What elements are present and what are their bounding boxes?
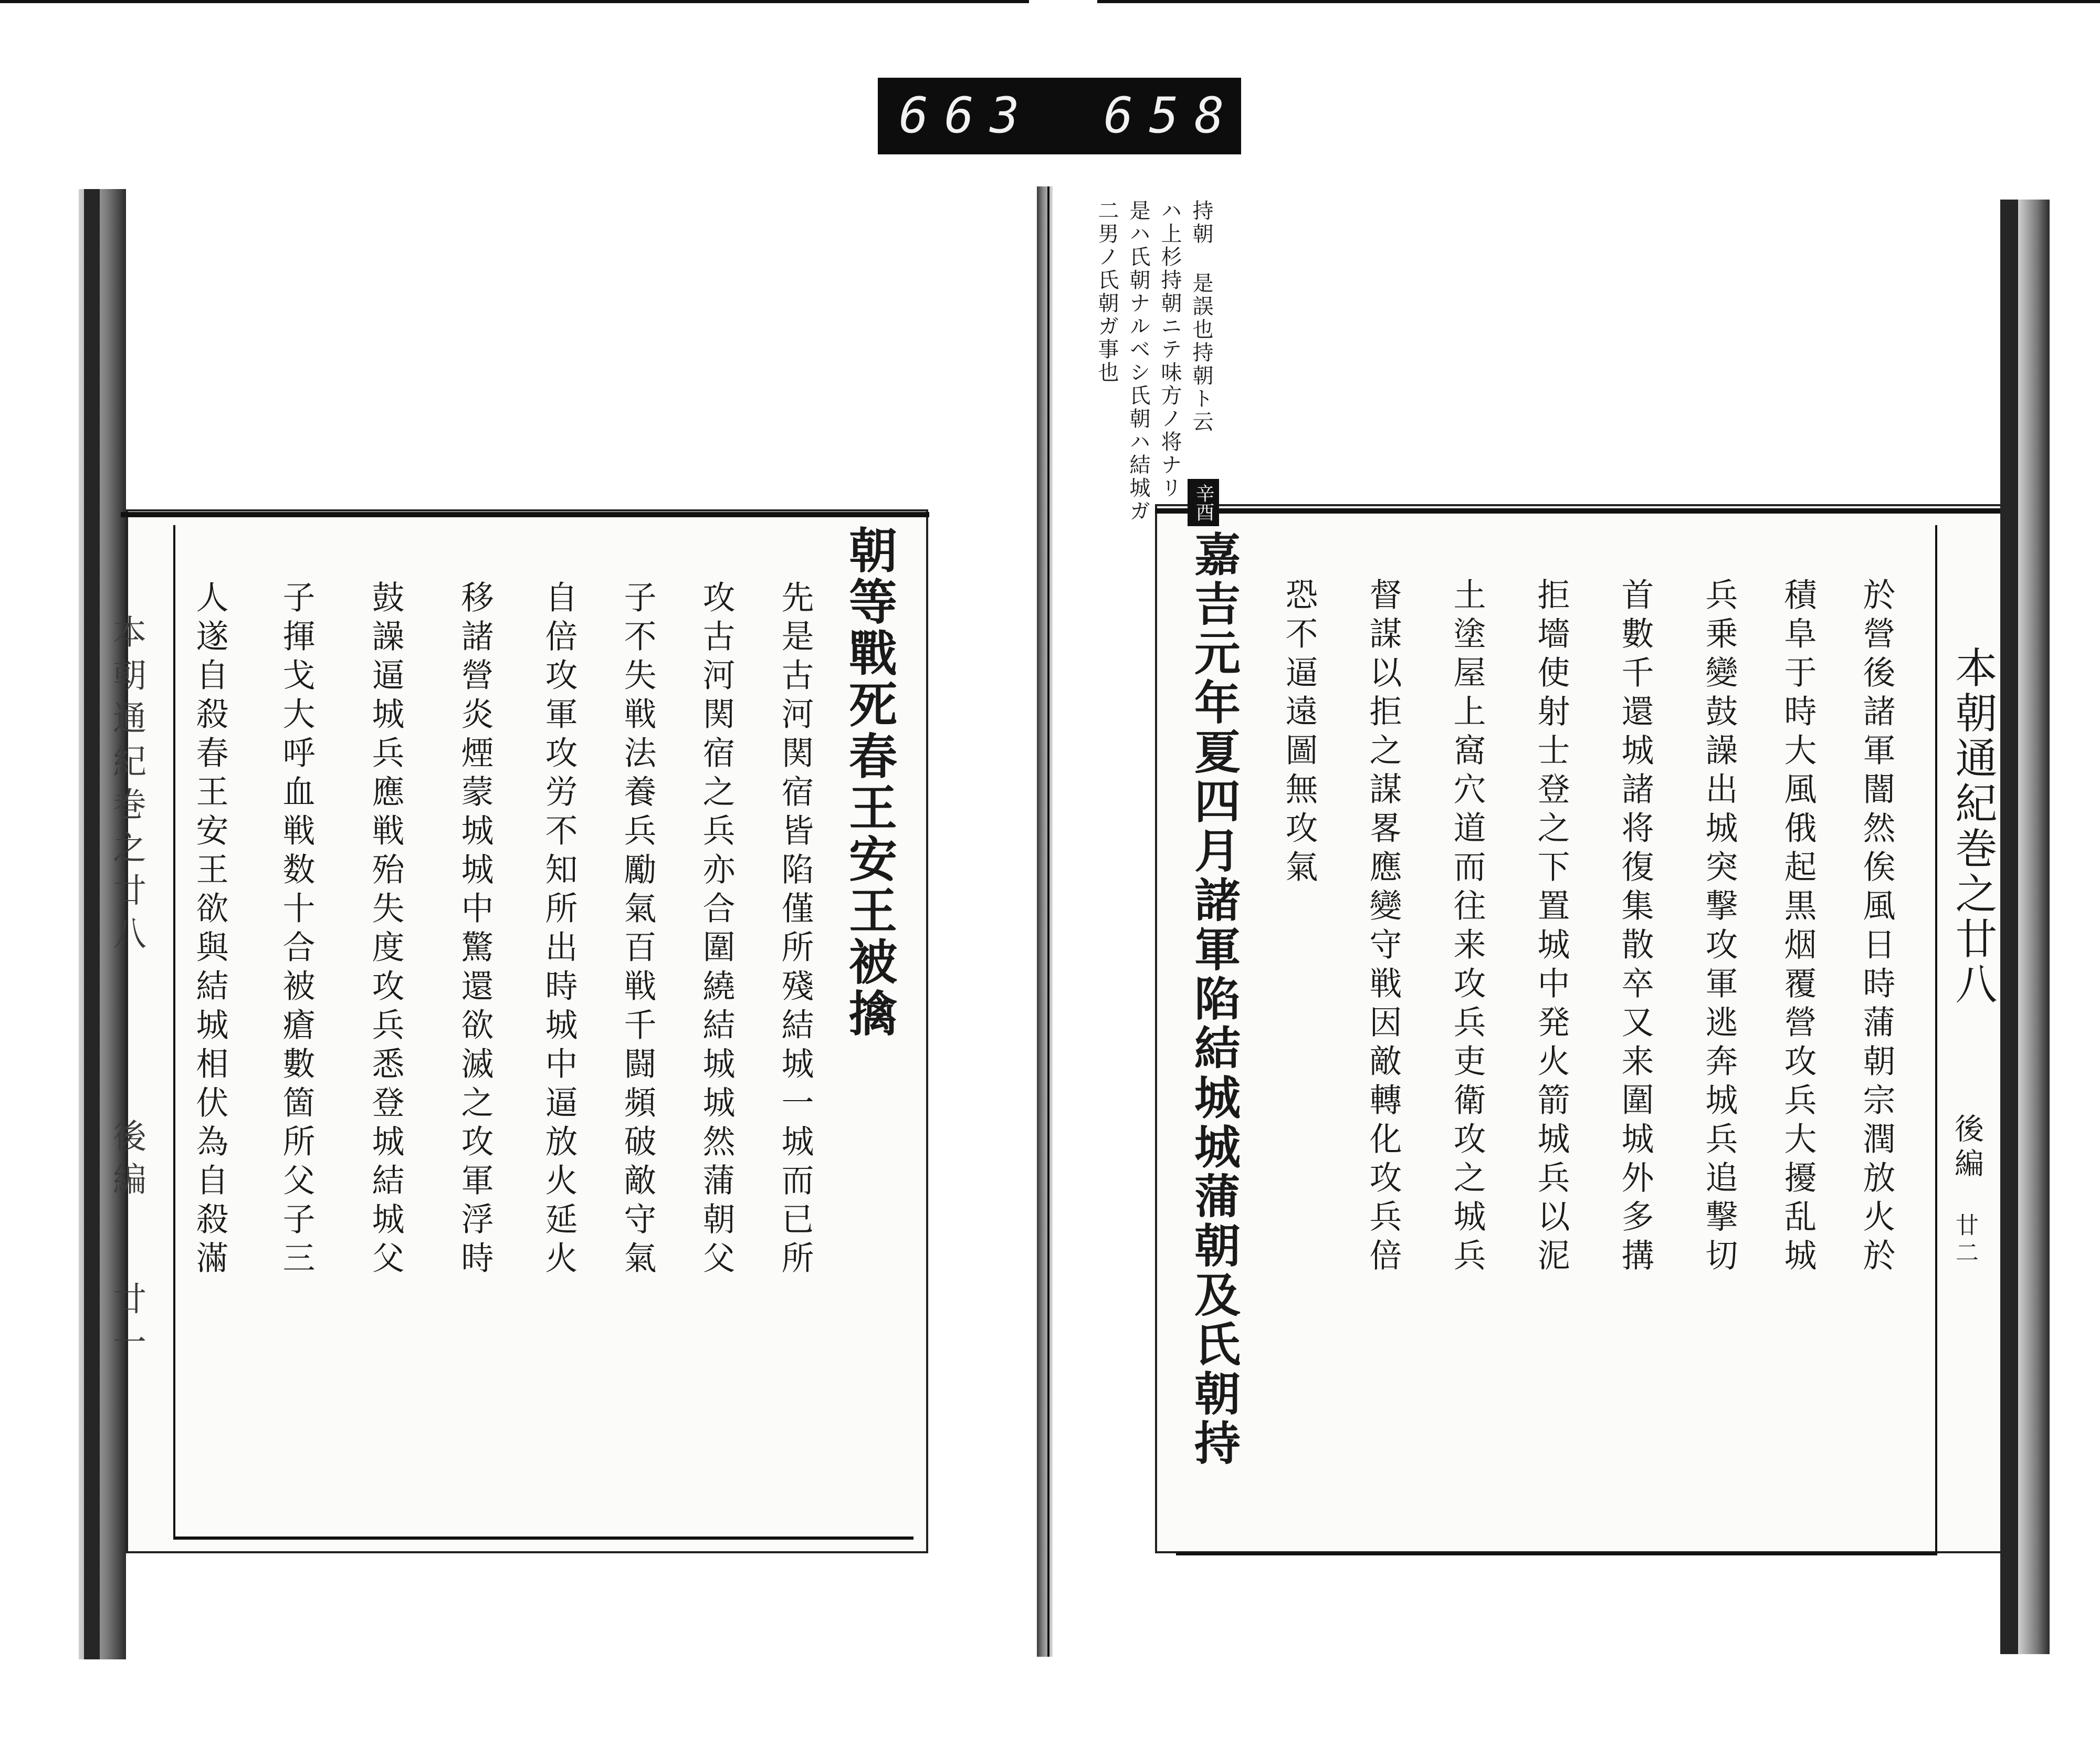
right-page-inner-border bbox=[1935, 525, 1937, 1554]
center-gutter bbox=[1037, 186, 1053, 1657]
left-body-col-1: 先是古河関宿皆陷僅所殘結城一城而已所 bbox=[776, 580, 814, 1280]
gutter-line bbox=[1047, 186, 1049, 1657]
left-page-inner-border bbox=[173, 525, 175, 1539]
film-edge-left bbox=[0, 0, 1029, 3]
right-page-heading: 嘉吉元年夏四月諸軍陷結城城蒲朝及氏朝持 bbox=[1187, 530, 1242, 1468]
left-margin-title: 本朝通紀巻之廿八 bbox=[107, 614, 146, 959]
head-note-2: ハ上杉持朝ニテ味方ノ将ナリ bbox=[1158, 200, 1182, 500]
frame-number-label bbox=[878, 78, 1241, 154]
left-body-col-6: 鼓譟逼城兵應戦殆失度攻兵悉登城結城父 bbox=[366, 580, 405, 1280]
right-margin-folio: 廿二 bbox=[1951, 1213, 1978, 1268]
film-edge-right bbox=[1097, 0, 2100, 3]
right-page-top-rule bbox=[1155, 508, 2016, 514]
right-body-col-2: 積阜于時大風俄起黒烟覆營攻兵大擾乱城 bbox=[1779, 578, 1817, 1277]
left-body-col-7: 子揮戈大呼血戦数十合被瘡數箇所父子三 bbox=[277, 580, 316, 1280]
frame-number-2: 658 bbox=[1104, 87, 1240, 144]
left-margin-folio: 廿一 bbox=[107, 1281, 146, 1367]
left-body-col-5: 移諸營炎煙蒙城城中驚還欲滅之攻軍浮時 bbox=[456, 580, 494, 1280]
head-note-1: 持朝 是誤也持朝ト云 bbox=[1189, 200, 1213, 434]
right-page-edge-shadow bbox=[2018, 200, 2050, 1654]
left-body-col-2: 攻古河関宿之兵亦合圍繞結城城然蒲朝父 bbox=[697, 580, 736, 1280]
left-page-bottom-rule bbox=[173, 1537, 914, 1540]
right-page-bottom-rule bbox=[1176, 1552, 1937, 1555]
right-body-col-5: 拒墻使射士登之下置城中発火箭城兵以泥 bbox=[1532, 578, 1570, 1277]
head-note-4: 二男ノ氏朝ガ事也 bbox=[1095, 200, 1119, 384]
left-margin-side: 後編 bbox=[107, 1119, 146, 1205]
era-badge: 辛酉 bbox=[1188, 479, 1219, 526]
left-body-col-8: 人遂自殺春王安王欲與結城相伏為自殺滿 bbox=[191, 580, 229, 1280]
right-body-col-4: 首數千還城諸将復集散卒又来圍城外多搆 bbox=[1616, 578, 1654, 1277]
right-page-spine bbox=[2000, 200, 2018, 1654]
left-body-col-4: 自倍攻軍攻労不知所出時城中逼放火延火 bbox=[540, 580, 578, 1280]
right-body-col-8: 恐不逼遠圖無攻氣 bbox=[1280, 578, 1318, 889]
right-body-col-6: 土塗屋上窩穴道而往来攻兵吏衛攻之城兵 bbox=[1448, 578, 1486, 1277]
left-page-top-rule bbox=[121, 512, 929, 517]
frame-number-1: 663 bbox=[899, 87, 1035, 144]
left-page-heading: 朝等戰死春王安王被擒 bbox=[841, 525, 898, 1040]
left-page-spine bbox=[84, 189, 100, 1659]
head-note-3: 是ハ氏朝ナルベシ氏朝ハ結城ガ bbox=[1126, 200, 1150, 523]
right-body-col-7: 督謀以拒之謀畧應變守戦因敵轉化攻兵倍 bbox=[1364, 578, 1402, 1277]
right-body-col-3: 兵乗變鼓譟出城突撃攻軍逃奔城兵追撃切 bbox=[1700, 578, 1738, 1277]
left-body-col-3: 子不失戦法養兵勵氣百戦千闘頻破敵守氣 bbox=[618, 580, 657, 1280]
right-margin-title: 本朝通紀巻之廿八 bbox=[1948, 646, 1997, 1007]
right-margin-side: 後編 bbox=[1950, 1113, 1984, 1183]
right-body-col-1: 於營後諸軍闇然俟風日時蒲朝宗潤放火於 bbox=[1857, 578, 1896, 1277]
